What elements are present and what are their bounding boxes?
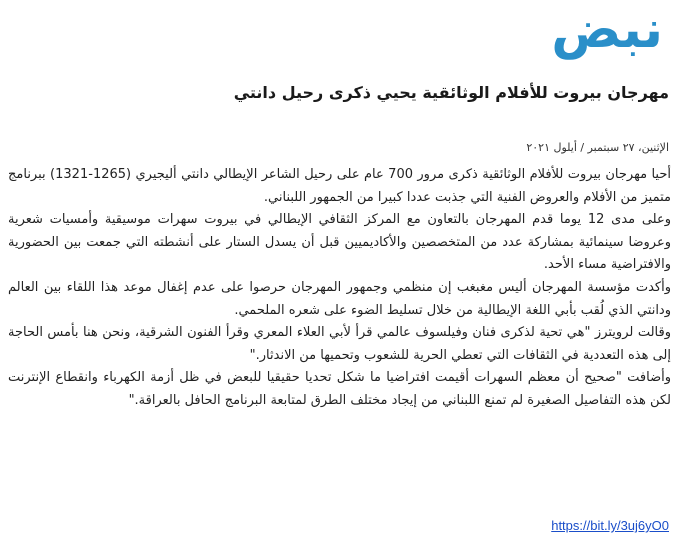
article-paragraph: وأضافت "صحيح أن معظم السهرات أقيمت افتراضيا ما شكل تحديا حقيقيا للبعض في ظل أزمة الكهرباء وانقطاع الإنترنت لكن هذه التفاصيل الصغيرة لم تمنع اللبناني من إيجاد مختلف الطرق لمتابعة البرنامج الحافل بالعراقة." xyxy=(8,370,671,408)
article-paragraph: وعلى مدى 12 يوما قدم المهرجان بالتعاون مع المركز الثقافي الإيطالي في بيروت سهرات موسيقية وأمسيات شعرية وعروضا سينمائية بمشاركة عدد من المتخصصين والأكاديميين قبل أن يسدل الستار على أنشطته التي جمعت بين الحضورية والافتراضية مساء الأحد. xyxy=(8,212,671,273)
article-paragraph: وأكدت مؤسسة المهرجان أليس مغبغب إن منظمي وجمهور المهرجان حرصوا على عدم إغفال موعد هذا اللقاء بين العالم ودانتي الذي لُقب بأبي اللغة الإيطالية من خلال تسليط الضوء على شعره الملحمي. xyxy=(8,279,671,318)
article-title: مهرجان بيروت للأفلام الوثائقية يحيي ذكرى رحيل دانتي xyxy=(233,83,669,102)
site-logo: نبض xyxy=(551,0,663,60)
article-date: الإثنين، ٢٧ سبتمبر / أيلول ٢٠٢١ xyxy=(526,141,669,154)
article-paragraph: وقالت لرويترز "هي تحية لذكرى فنان وفيلسوف عالمي قرأ لأبي العلاء المعري وقرأ الفنون الشرقية، ونحن هنا بأمس الحاجة إلى هذه التعددية في الثقافات التي تعطي الحرية للشعوب وتحميها من الاندثار." xyxy=(8,325,671,363)
short-link[interactable]: https://bit.ly/3uj6yO0 xyxy=(551,518,669,533)
article-paragraph: أحيا مهرجان بيروت للأفلام الوثائقية ذكرى مرور 700 عام على رحيل الشاعر الإيطالي دانتي أليجيري (1265-1321) ببرنامج متميز من الأفلام والعروض الفنية التي جذبت عددا كبيرا من الجمهور اللبناني. xyxy=(8,167,671,205)
article-body xyxy=(8,164,671,413)
